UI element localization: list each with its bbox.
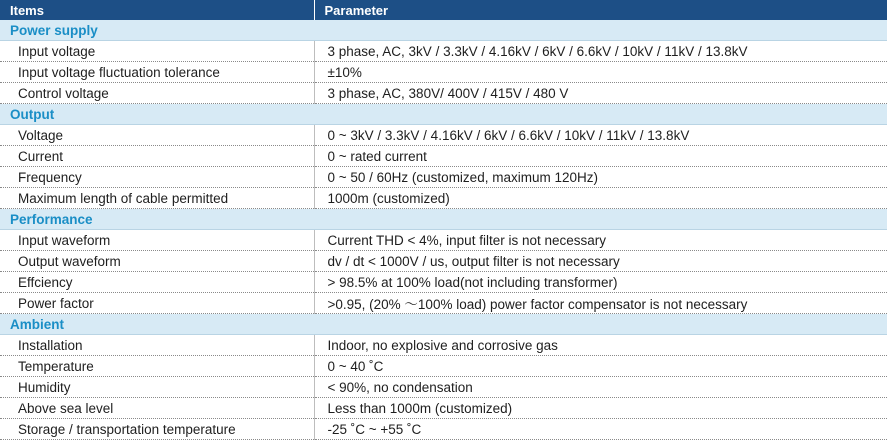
item-cell: Current [0,146,314,167]
parameter-column-header: Parameter [314,0,887,20]
parameter-cell: dv / dt < 1000V / us, output filter is not necessary [314,251,887,272]
item-cell: Input voltage [0,41,314,62]
table-row [0,125,887,146]
item-cell: Above sea level [0,398,314,419]
item-cell: Installation [0,335,314,356]
parameter-cell: Less than 1000m (customized) [314,398,887,419]
item-cell: Control voltage [0,83,314,104]
parameter-cell: >0.95, (20% ～100% load) power factor compensator is not necessary [314,293,887,314]
parameter-cell: 3 phase, AC, 3kV / 3.3kV / 4.16kV / 6kV / 6.6kV / 10kV / 11kV / 13.8kV [314,41,887,62]
parameter-cell: 1000m (customized) [314,188,887,209]
item-cell: Input waveform [0,230,314,251]
item-cell: Temperature [0,356,314,377]
section-title: Power supply [0,20,887,41]
table-row [0,230,887,251]
item-cell: Frequency [0,167,314,188]
parameter-cell: Indoor, no explosive and corrosive gas [314,335,887,356]
parameter-cell: 0 ~ 3kV / 3.3kV / 4.16kV / 6kV / 6.6kV / 10kV / 11kV / 13.8kV [314,125,887,146]
table-row [0,272,887,293]
table-row [0,41,887,62]
parameter-cell: ±10% [314,62,887,83]
table-row [0,167,887,188]
table-row [0,335,887,356]
section-row-power-supply [0,20,887,41]
section-title: Output [0,104,887,125]
item-cell: Humidity [0,377,314,398]
parameter-cell: 0 ~ rated current [314,146,887,167]
section-row-output [0,104,887,125]
table-row [0,377,887,398]
table-row [0,356,887,377]
parameter-cell: -25 ˚C ~ +55 ˚C [314,419,887,440]
parameter-cell: 0 ~ 40 ˚C [314,356,887,377]
table-header-row [0,0,887,20]
section-row-performance [0,209,887,230]
parameter-cell: Current THD < 4%, input filter is not necessary [314,230,887,251]
items-column-header: Items [0,0,314,20]
parameter-cell: > 98.5% at 100% load(not including transformer) [314,272,887,293]
item-cell: Input voltage fluctuation tolerance [0,62,314,83]
table-row [0,251,887,272]
item-cell: Effciency [0,272,314,293]
item-cell: Power factor [0,293,314,314]
table-row [0,419,887,440]
table-row [0,398,887,419]
table-row [0,188,887,209]
section-title: Performance [0,209,887,230]
table-row [0,146,887,167]
item-cell: Maximum length of cable permitted [0,188,314,209]
item-cell: Output waveform [0,251,314,272]
item-cell: Voltage [0,125,314,146]
parameter-cell: < 90%, no condensation [314,377,887,398]
table-row [0,293,887,314]
section-title: Ambient [0,314,887,335]
table-row [0,83,887,104]
section-row-ambient [0,314,887,335]
parameter-cell: 3 phase, AC, 380V/ 400V / 415V / 480 V [314,83,887,104]
item-cell: Storage / transportation temperature [0,419,314,440]
parameter-cell: 0 ~ 50 / 60Hz (customized, maximum 120Hz) [314,167,887,188]
table-row [0,62,887,83]
